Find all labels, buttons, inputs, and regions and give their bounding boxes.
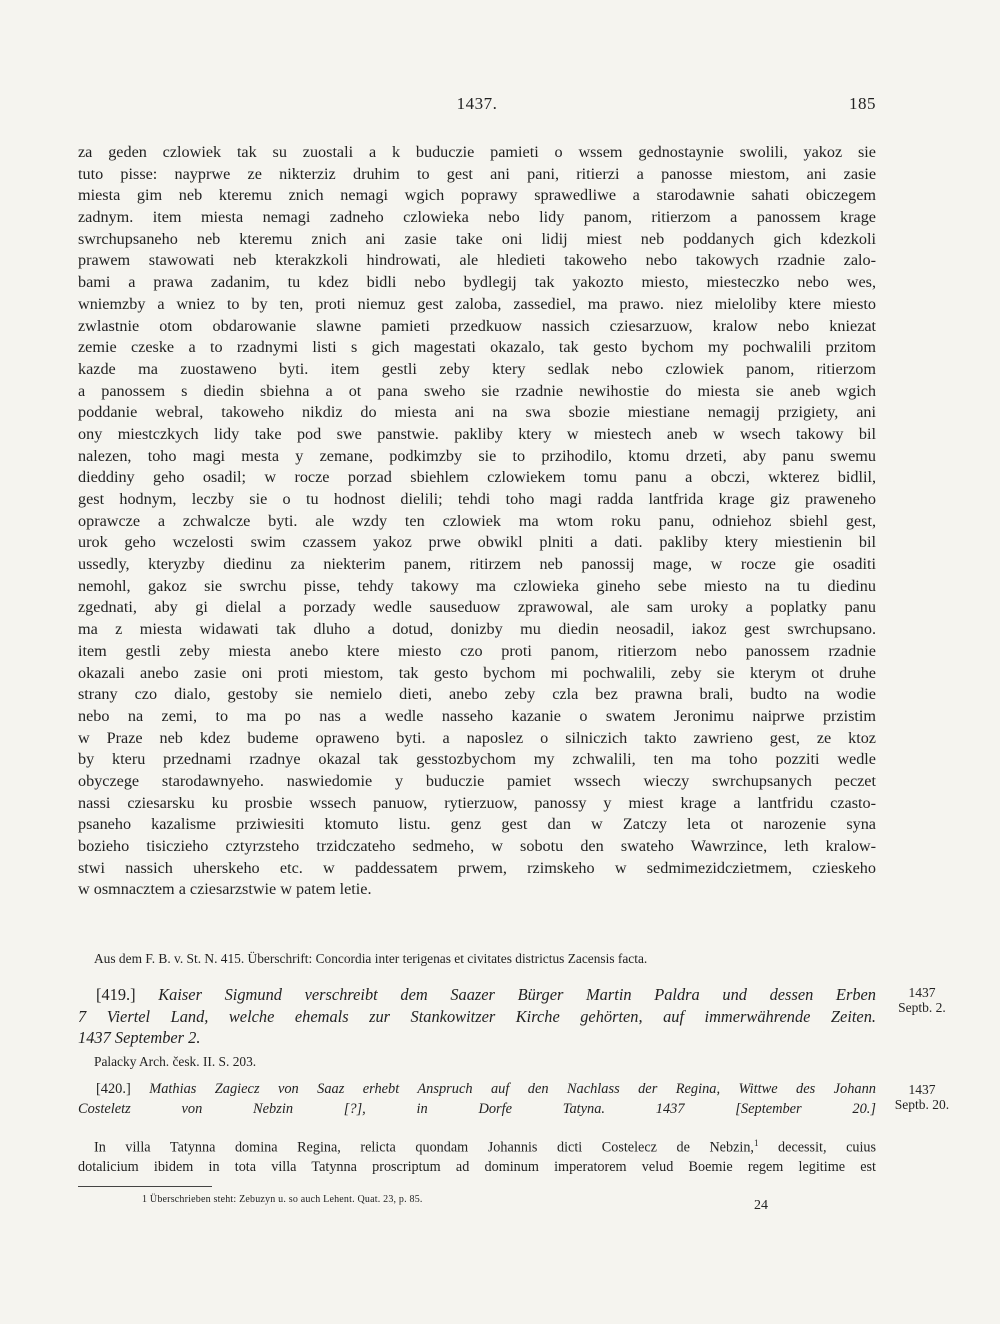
body-line: nebo na zemi, to ma po nas a wedle nasseho kazanie o swatem Jeronimu naiprwe przistim <box>78 706 876 725</box>
body-line: by kteru przednami rzadnye okazal tak gesstozbychom my zchwalili, ten ma toho pozziti wedle <box>78 750 876 769</box>
margin-date-419 <box>886 985 958 1015</box>
body-line: urok geho wczelosti swim czassem yakoz prwe obwikl plniti a dati. pakliby ktery miestienin bil <box>78 533 876 552</box>
body-line: kazde ma zuostaweno byti. item gestli zeby ktery sedlak nebo czlowiek panom, ritierzom <box>78 359 876 378</box>
regest-419-title-line-3: 1437 September 2. <box>78 1028 201 1047</box>
body-line: psaneho kazalisme prziwiesiti ktomuto listu. genz gest dan w Zatczy leta ot narozenie syna <box>78 815 876 834</box>
regest-420-title-line-1: Mathias Zagiecz von Saaz erhebt Anspruch auf den Nachlass der Regina, Wittwe des Johann <box>149 1081 876 1097</box>
regest-420-title-line-2: Costeletz von Nebzin [?], in Dorfe Tatyna. 1437 [September 20.] <box>78 1100 876 1117</box>
body-line: zwlastnie otom obdarowanie slawne pamieti przedkuow nassich cziesarzuow, kralow nebo kniezat <box>78 316 876 335</box>
margin-day-420: Septb. 20. <box>894 1097 950 1112</box>
body-line: bozieho tisiczieho cztyrzsteho trzidczateho sedmeho, w sobotu den swateho Wawrzince, leth kralow- <box>78 837 876 855</box>
footnote-divider <box>78 1186 212 1187</box>
body-line: ony miestczkych lidy take pod swe panstwie. pakliby ktery w miestech aneb w wsech takowy bil <box>78 424 876 443</box>
footnote-text: Überschrieben steht: Zebuzyn u. so auch Lehent. Quat. 23, p. 85. <box>149 1194 423 1205</box>
running-head <box>78 94 876 118</box>
body-line: strany czo dialo, gestoby sie nemielo dieti, anebo zeby czla bez prawna brali, budto na wodie <box>78 685 876 704</box>
body-line: nemohl, gakoz sie swrchu pisse, tehdy takowy ma czlowieka gineho sebe miesto na tu diedinu <box>78 576 876 595</box>
body-line: ma z miesta widawati tak dluho a dotud, donizby mu diedin neosadil, iakoz gest swrchupsano. <box>78 620 876 639</box>
body-line: prawem stawowati neb kterakzkoli hindrowati, ale hledieti takoweho nebo takowych rzadnie zalo- <box>78 251 876 270</box>
body-line: w osmnacztem a cziesarzstwie w patem letie. <box>78 880 372 899</box>
body-line: zgednati, aby gi dielal a porzady wedle sauseduow zprawowal, ale sam uroky a poplatky panu <box>78 598 876 617</box>
body-line: bami a prawa zadanim, tu kdez bidli nebo bydlegij tak yakozto miesto, miesteczko nebo wes, <box>78 273 876 292</box>
body-line: okazali anebo zasie oni proti miestom, tak gesto bychom mi pochwalili, zeby sie kterym ot druhe <box>78 663 876 682</box>
body-line: miesta gim neb kteremu znich nemagi wgich poprawy sprawedliwe a starodawnie sahati obiczegem <box>78 186 876 205</box>
body-line: ussedly, kteryzby diedinu za niekterim panem, ritirzem neb panossij mage, w rocze gie osaditi <box>78 555 876 574</box>
margin-date-420 <box>886 1082 958 1112</box>
signature-mark: 24 <box>754 1198 768 1213</box>
body-line: tuto pisse: nayprwe ze nikterziz druhim to gest ani pani, ritierzi a panosse miestom, ani zasie <box>78 164 876 183</box>
regest-420-number: [420.] <box>96 1081 131 1097</box>
regest-420 <box>78 1080 876 1119</box>
footnote <box>142 1193 423 1206</box>
regest-420-line-1 <box>78 1080 876 1100</box>
regest-419-number: [419.] <box>96 985 136 1004</box>
source-note: Aus dem F. B. v. St. N. 415. Überschrift: Concordia inter terigenas et civitates districtus Zacensis facta. <box>94 951 648 966</box>
body-line: nassi cziesarsku ku prosbie wssech panuow, rytierzuow, panossy y miest krage a lantfridu czasto- <box>78 793 876 812</box>
body-line: wniemzby a wniez to by ten, proti niemuz gest zaloba, zassediel, ma prawo. niez mieloliby ktere miesto <box>78 294 876 313</box>
regest-419-title-line-2: 7 Viertel Land, welche ehemals zur Stankowitzer Kirche gehörten, auf immerwährende Zeiten. <box>78 1006 876 1026</box>
body-line: obyczege starodawnyeho. naswiedomie y buduczie pamiet wssech wieczy swrchupsanych peczet <box>78 771 876 790</box>
regest-419 <box>78 984 876 1049</box>
body-line: za geden czlowiek tak su zuostali a k buduczie pamieti o wssem gednostaynie swolili, yakoz sie <box>78 143 876 161</box>
body-line: item gestli zeby miesta anebo ktere miesto czo proti panom, ritierzom nebo panossem rzadnie <box>78 641 876 660</box>
body-line: gest hodnym, leczby sie o tu hodnost dielili; tehdi toho magi radda lantfrida krage giz praweneho <box>78 490 876 508</box>
margin-year-419: 1437 <box>908 985 936 1000</box>
body-line: w Praze neb kdez budeme opraweno byti. a naposlez o silniczich takto zawrieno gest, ze ktoz <box>78 728 876 747</box>
body-line: a panossem s diedin sbiehna a ot pana sweho sie rzadnie newihostie do miesta sie aneb wgich <box>78 381 876 400</box>
footnote-ref: 1 <box>753 1138 759 1148</box>
body-line: zadnym. item miesta nemagi zadneho czlowieka nebo lidy panom, ritierzom a panossem krage <box>78 208 876 227</box>
body-line: stwi nassich uherskeho etc. w paddessatem prwem, rzimskeho w sedmimezidcziеtmem, czieskeho <box>78 858 876 877</box>
regest-419-title <box>78 984 876 1049</box>
regest-419-line-1 <box>78 984 876 1006</box>
regest-420-text-line-1-end: decessit, cuius <box>778 1139 877 1156</box>
body-line: oprawcze a zchwalcze byti. ale wzdy ten czlowiek ma wtom roku panu, odniehoz sbiehl gest, <box>78 511 876 530</box>
body-line: nalezen, toho magi mesta y zemane, podkimzby sie to przihodilo, ktomu drzeti, aby panu swemu <box>78 446 876 465</box>
margin-year-420: 1437 <box>908 1082 936 1097</box>
regest-420-text-line-1 <box>78 1134 876 1158</box>
body-line: zemie czeske a to rzadnymi listi s gich magestati okazalo, tak gesto bychom my pochwalili przitom <box>78 338 876 357</box>
regest-420-text <box>78 1134 876 1177</box>
running-head-year: 1437. <box>456 94 498 113</box>
margin-day-419: Septb. 2. <box>898 1000 946 1015</box>
regest-419-title-line-1: Kaiser Sigmund verschreibt dem Saazer Bürger Martin Paldra und dessen Erben <box>158 985 876 1004</box>
regest-420-title <box>78 1080 876 1119</box>
body-line: poddanie webral, takoweho nikdiz do miesta ani na swa sbozie miestiane nemagij przigiety, ani <box>78 403 876 422</box>
page-number: 185 <box>849 94 876 113</box>
charter-text <box>78 142 876 901</box>
body-line: swrchupsaneho neb kteremu znich ani zasie take oni lidij miest neb poddanych gich kdezkoli <box>78 229 876 248</box>
footnote-marker: 1 <box>142 1194 148 1205</box>
regest-419-source: Palacky Arch. česk. II. S. 203. <box>94 1054 257 1069</box>
regest-420-text-line-2: dotalicium ibidem in tota villa Tatynna proscriptum ad dominum imperatorem velud Boemie regem legitime est <box>78 1158 876 1175</box>
regest-420-text-line-1-main: In villa Tatynna domina Regina, relicta quondam Johannis dicti Costelecz de Nebzin, <box>94 1139 754 1156</box>
body-line: dieddiny geho osadil; w rocze porzad sbiehlem czlowiekem tomu panu a obczi, wkterez bidlil, <box>78 468 876 487</box>
